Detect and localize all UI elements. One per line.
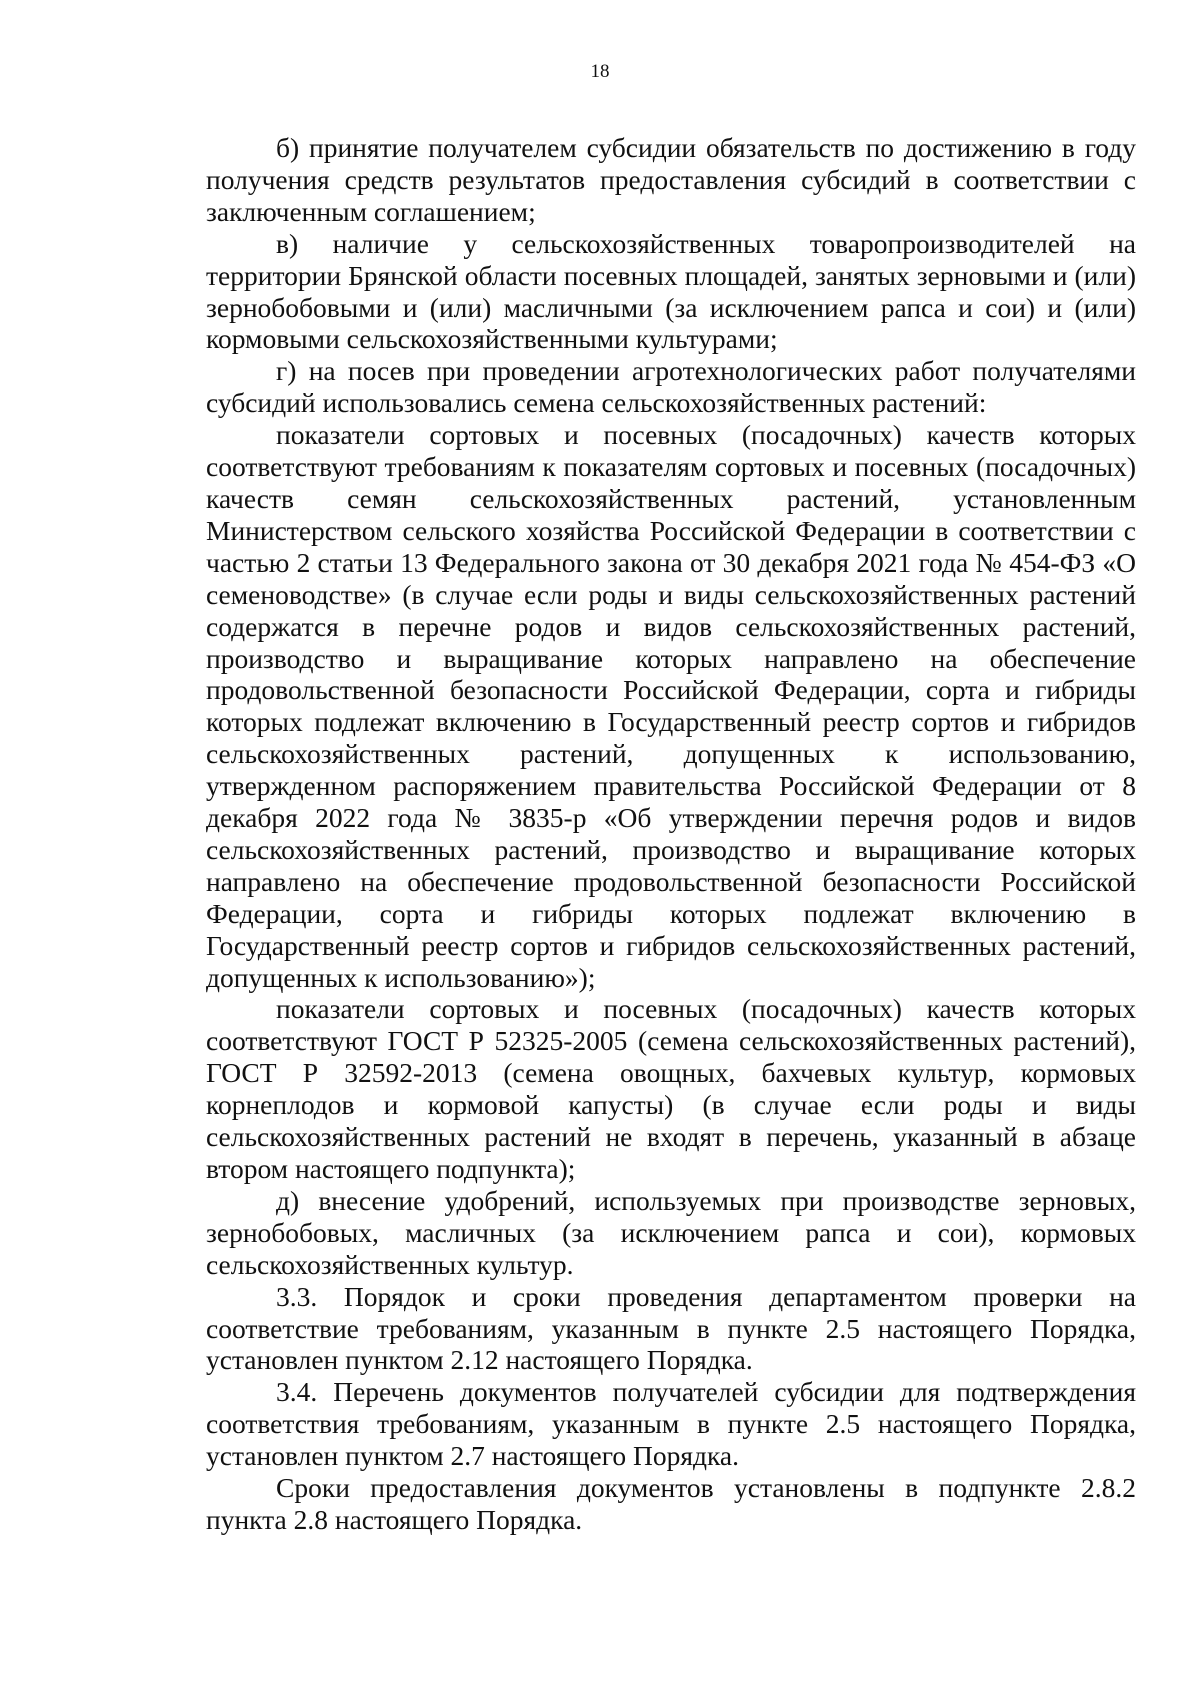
paragraph-g: г) на посев при проведении агротехнологических работ получателями субсидий использовались семена сельскохозяйственных растений:	[206, 355, 1136, 419]
document-body	[206, 132, 1136, 1536]
paragraph-3-4: 3.4. Перечень документов получателей субсидии для подтверждения соответствия требованиям, указанным в пункте 2.5 настоящего Порядка, установлен пунктом 2.7 настоящего Порядка.	[206, 1376, 1136, 1472]
paragraph-document-deadlines: Сроки предоставления документов установлены в подпункте 2.8.2 пункта 2.8 настоящего Порядка.	[206, 1472, 1136, 1535]
paragraph-d: д) внесение удобрений, используемых при производстве зерновых, зернобобовых, масличных (за исключением рапса и сои), кормовых сельскохозяйственных культур.	[206, 1184, 1136, 1280]
paragraph-seed-quality-requirements: показатели сортовых и посевных (посадочных) качеств которых соответствуют требованиям к показателям сортовых и посевных (посадочных) качеств семян сельскохозяйственных растений, установленным Министерством сельского хозяйства Российской Федерации в соответствии с частью 2 статьи 13 Федерального закона от 30 декабря 2021 года № 454-ФЗ «О семеноводстве» (в случае если роды и виды сельскохозяйственных растений содержатся в перечне родов и видов сельскохозяйственных растений, производство и выращивание которых направлено на обеспечение продовольственной безопасности Российской Федерации, сорта и гибриды которых подлежат включению в Государственный реестр сортов и гибридов сельскохозяйственных растений, допущенных к использованию, утвержденном распоряжением правительства Российской Федерации от 8 декабря 2022 года № 3835-р «Об утверждении перечня родов и видов сельскохозяйственных растений, производство и выращивание которых направлено на обеспечение продовольственной безопасности Российской Федерации, сорта и гибриды которых подлежат включению в Государственный реестр сортов и гибридов сельскохозяйственных растений, допущенных к использованию»);	[206, 419, 1136, 993]
paragraph-seed-quality-gost: показатели сортовых и посевных (посадочных) качеств которых соответствуют ГОСТ Р 52325-2005 (семена сельскохозяйственных растений), ГОСТ Р 32592-2013 (семена овощных, бахчевых культур, кормовых корнеплодов и кормовой капусты) (в случае если роды и виды сельскохозяйственных растений не входят в перечень, указанный в абзаце втором настоящего подпункта);	[206, 993, 1136, 1184]
paragraph-v: в) наличие у сельскохозяйственных товаропроизводителей на территории Брянской области посевных площадей, занятых зерновыми и (или) зернобобовыми и (или) масличными (за исключением рапса и сои) и (или) кормовыми сельскохозяйственными культурами;	[206, 227, 1136, 355]
paragraph-b: б) принятие получателем субсидии обязательств по достижению в году получения средств результатов предоставления субсидий в соответствии с заключенным соглашением;	[206, 132, 1136, 227]
paragraph-3-3: 3.3. Порядок и сроки проведения департаментом проверки на соответствие требованиям, указанным в пункте 2.5 настоящего Порядка, установлен пунктом 2.12 настоящего Порядка.	[206, 1280, 1136, 1376]
page-number: 18	[590, 61, 610, 82]
